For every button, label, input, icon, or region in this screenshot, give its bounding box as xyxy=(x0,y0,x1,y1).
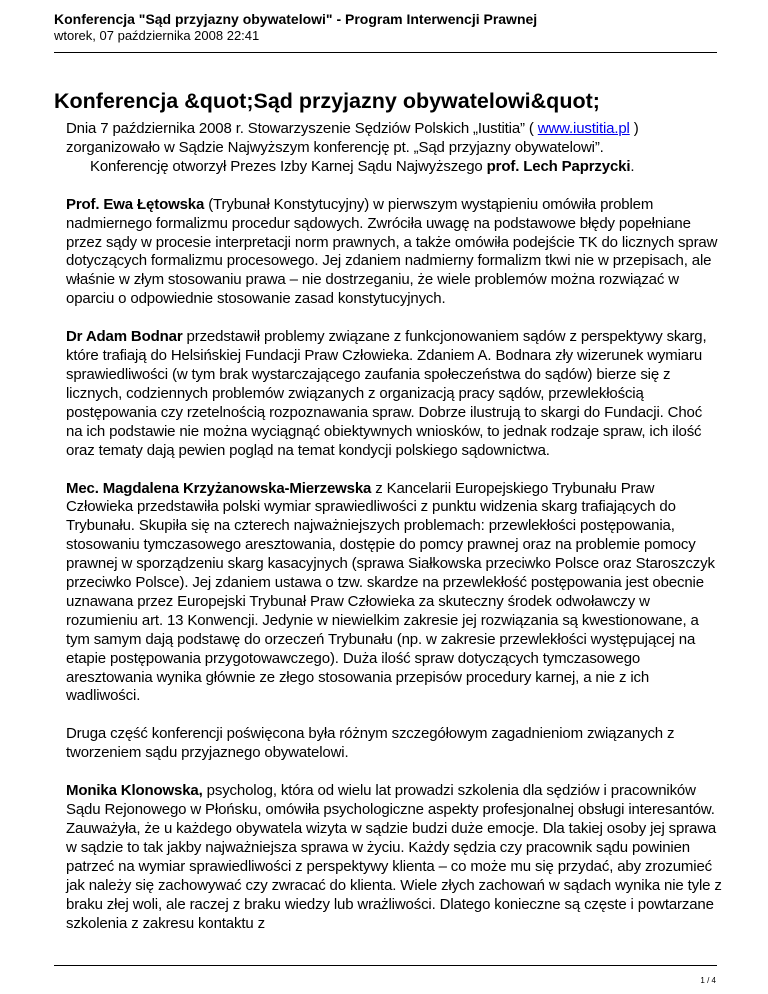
paragraph-text: z Kancelarii Europejskiego Trybunału Praw Człowieka przedstawiła polski wymiar sprawiedliwości z punktu widzenia skarg trafiających do Trybunału. Skupiła się na czterech najważniejszych problemach: przewlekłości postępowania, stosowaniu tymczasowego aresztowania, dostępie do pomcy prawnej oraz na problemie pomocy prawnej w sporządzeniu skarg kasacyjnych (sprawa Siałkowska przeciwko Polsce oraz Staroszczyk przeciwko Polsce). Jej zdaniem ustawa o tzw. skardze na przewlekłość postępowania jest obecnie uznawana przez Europejski Trybunał Praw Człowieka za skuteczny środek odwoławczy w rozumieniu art. 13 Konwencji. Jedynie w niewielkim zakresie jej rozwiązania są kwestionowane, a tym samym dają podstawę do orzeczeń Trybunału (np. w zakresie przewlekłości występującej na etapie postępowania przygotowawczego). Duża ilość spraw dotyczących tymczasowego aresztowania wynika głównie ze złego stosowania przepisów procedury karnej, a nie z ich wadliwości. xyxy=(66,479,715,705)
opening-paragraph xyxy=(54,158,722,177)
paragraph-bodnar xyxy=(54,328,722,460)
article-title: Konferencja &quot;Sąd przyjazny obywatelowi&quot; xyxy=(54,89,600,113)
document-header-title: Konferencja "Sąd przyjazny obywatelowi" - Program Interwencji Prawnej xyxy=(54,11,538,27)
paragraph-klonowska xyxy=(54,782,722,933)
document-header-date: wtorek, 07 października 2008 22:41 xyxy=(54,28,260,43)
opening-text-end: . xyxy=(630,157,635,175)
paragraph-text: psycholog, która od wielu lat prowadzi szkolenia dla sędziów i pracowników Sądu Rejonowego w Płońsku, omówiła psychologiczne aspekty profesjonalnej obsługi interesantów. Zauważyła, że u każdego obywatela wizyta w sądzie budzi duże emocje. Dla takiej osoby jej sprawa w sądzie to tak jakby najważniejsza sprawa w życiu. Każdy sędzia czy pracownik sądu powinien patrzeć na wymiar sprawiedliwości z perspektywy klienta – co może mu się przydać, aby zrozumieć jak należy się zachowywać czy zwracać do klienta. Wiele złych zachowań w sądach wynika nie tyle z braku złej woli, ale raczej z braku wiedzy lub wrażliwości. Dlatego konieczne są częste i powtarzane szkolenia z zakresu kontaktu z xyxy=(66,782,722,932)
paragraph-letowska xyxy=(54,196,722,309)
paragraph-text: przedstawił problemy związane z funkcjonowaniem sądów z perspektywy skarg, które trafiają do Helsińskiej Fundacji Praw Człowieka. Zdaniem A. Bodnara zły wizerunek wymiaru sprawiedliwości (w tym brak wystarczającego zaufania społeczeństwa do sądów) bierze się z licznych, codziennych problemów związanych z organizacją pracy sądów, przewlekłością postępowania czy rzetelnością rozpoznawania spraw. Dobrze ilustrują to skargi do Fundacji. Choć na ich podstawie nie można wyciągnąć obiektywnych wniosków, to jednak rodzaje spraw, ich ilość oraz tematy dają pewien pogląd na temat kondycji polskiego sądownictwa. xyxy=(66,328,707,459)
speaker-name: Dr Adam Bodnar xyxy=(66,328,183,346)
header-divider xyxy=(54,52,717,53)
speaker-name: Mec. Magdalena Krzyżanowska-Mierzewska xyxy=(66,479,372,497)
document-header xyxy=(54,11,537,44)
opening-speaker-name: prof. Lech Paprzycki xyxy=(486,157,631,175)
paragraph-text: (Trybunał Konstytucyjny) w pierwszym wystąpieniu omówiła problem nadmiernego formalizmu procedur sądowych. Zwróciła uwagę na podstawowe błędy popełniane przez sądy w procesie interpretacji norm prawnych, a także omówiła podejście TK do licznych spraw dotyczących formalizmu procesowego. Jej zdaniem nadmierny formalizm tkwi nie w przepisach, ale właśnie w złym stosowaniu prawa – nie dostrzeganiu, że wiele problemów można rozwiązać w oparciu o odpowiednie stosowanie zasad konstytucyjnych. xyxy=(66,195,718,308)
opening-text: Konferencję otworzył Prezes Izby Karnej Sądu Najwyższego xyxy=(90,157,487,175)
intro-text-2: ) zorganizowało w Sądzie Najwyższym konferencję pt. „Sąd przyjazny obywatelowi”. xyxy=(66,120,639,156)
intro-text-1: Dnia 7 października 2008 r. Stowarzyszenie Sędziów Polskich „Iustitia” ( xyxy=(66,120,538,137)
paragraph-text: Druga część konferencji poświęcona była różnym szczegółowym zagadnieniom związanych z tworzeniem sądu przyjaznego obywatelowi. xyxy=(66,725,675,762)
speaker-name: Prof. Ewa Łętowska xyxy=(66,195,205,213)
footer-divider xyxy=(54,965,717,966)
page-number: 1 / 4 xyxy=(700,976,716,985)
paragraph-krzyzanowska xyxy=(54,480,722,707)
paragraph-second-part xyxy=(54,725,722,763)
intro-paragraph xyxy=(54,120,722,158)
iustitia-link[interactable]: www.iustitia.pl xyxy=(537,120,630,137)
speaker-name: Monika Klonowska, xyxy=(66,782,203,800)
article-body xyxy=(54,120,722,952)
